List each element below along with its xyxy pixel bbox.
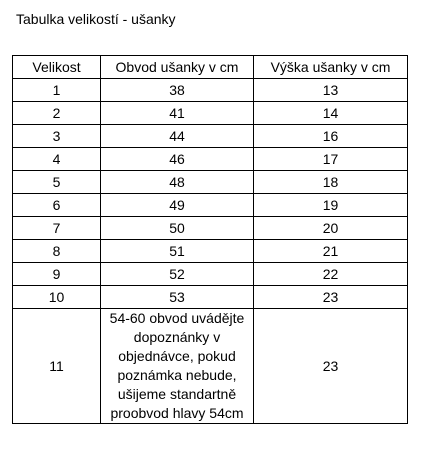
cell-size: 6	[13, 194, 101, 217]
cell-size: 1	[13, 79, 101, 102]
cell-height: 17	[254, 148, 408, 171]
table-row	[13, 217, 408, 240]
table-row	[13, 240, 408, 263]
cell-size: 4	[13, 148, 101, 171]
cell-height: 14	[254, 102, 408, 125]
cell-circumference: 41	[101, 102, 254, 125]
header-size: Velikost	[13, 56, 101, 79]
cell-size: 8	[13, 240, 101, 263]
cell-circumference: 52	[101, 263, 254, 286]
table-header-row	[13, 56, 408, 79]
cell-circumference-note	[101, 309, 254, 424]
table-row	[13, 194, 408, 217]
cell-circumference: 49	[101, 194, 254, 217]
cell-height: 23	[254, 286, 408, 309]
cell-height: 22	[254, 263, 408, 286]
cell-circumference: 44	[101, 125, 254, 148]
cell-size: 7	[13, 217, 101, 240]
cell-size: 10	[13, 286, 101, 309]
table-row	[13, 79, 408, 102]
table-row	[13, 286, 408, 309]
cell-size: 11	[13, 309, 101, 424]
cell-height: 23	[254, 309, 408, 424]
cell-circumference: 48	[101, 171, 254, 194]
circumference-note-text: 54-60 obvod uvádějte dopoznánky v objednávce, pokud poznámka nebude, ušijeme standartně proobvod hlavy 54cm	[109, 310, 245, 421]
cell-height: 21	[254, 240, 408, 263]
size-table	[12, 55, 408, 424]
table-row	[13, 263, 408, 286]
cell-size: 5	[13, 171, 101, 194]
cell-height: 13	[254, 79, 408, 102]
table-row	[13, 102, 408, 125]
table-row	[13, 171, 408, 194]
table-row	[13, 148, 408, 171]
cell-circumference: 46	[101, 148, 254, 171]
cell-circumference: 53	[101, 286, 254, 309]
cell-circumference: 51	[101, 240, 254, 263]
cell-height: 20	[254, 217, 408, 240]
cell-height: 18	[254, 171, 408, 194]
cell-height: 19	[254, 194, 408, 217]
page-title: Tabulka velikostí - ušanky	[16, 11, 176, 27]
cell-circumference: 50	[101, 217, 254, 240]
cell-size: 9	[13, 263, 101, 286]
table-row	[13, 125, 408, 148]
cell-size: 2	[13, 102, 101, 125]
header-height: Výška ušanky v cm	[254, 56, 408, 79]
table-row	[13, 309, 408, 424]
cell-height: 16	[254, 125, 408, 148]
cell-circumference: 38	[101, 79, 254, 102]
cell-size: 3	[13, 125, 101, 148]
header-circumference: Obvod ušanky v cm	[101, 56, 254, 79]
